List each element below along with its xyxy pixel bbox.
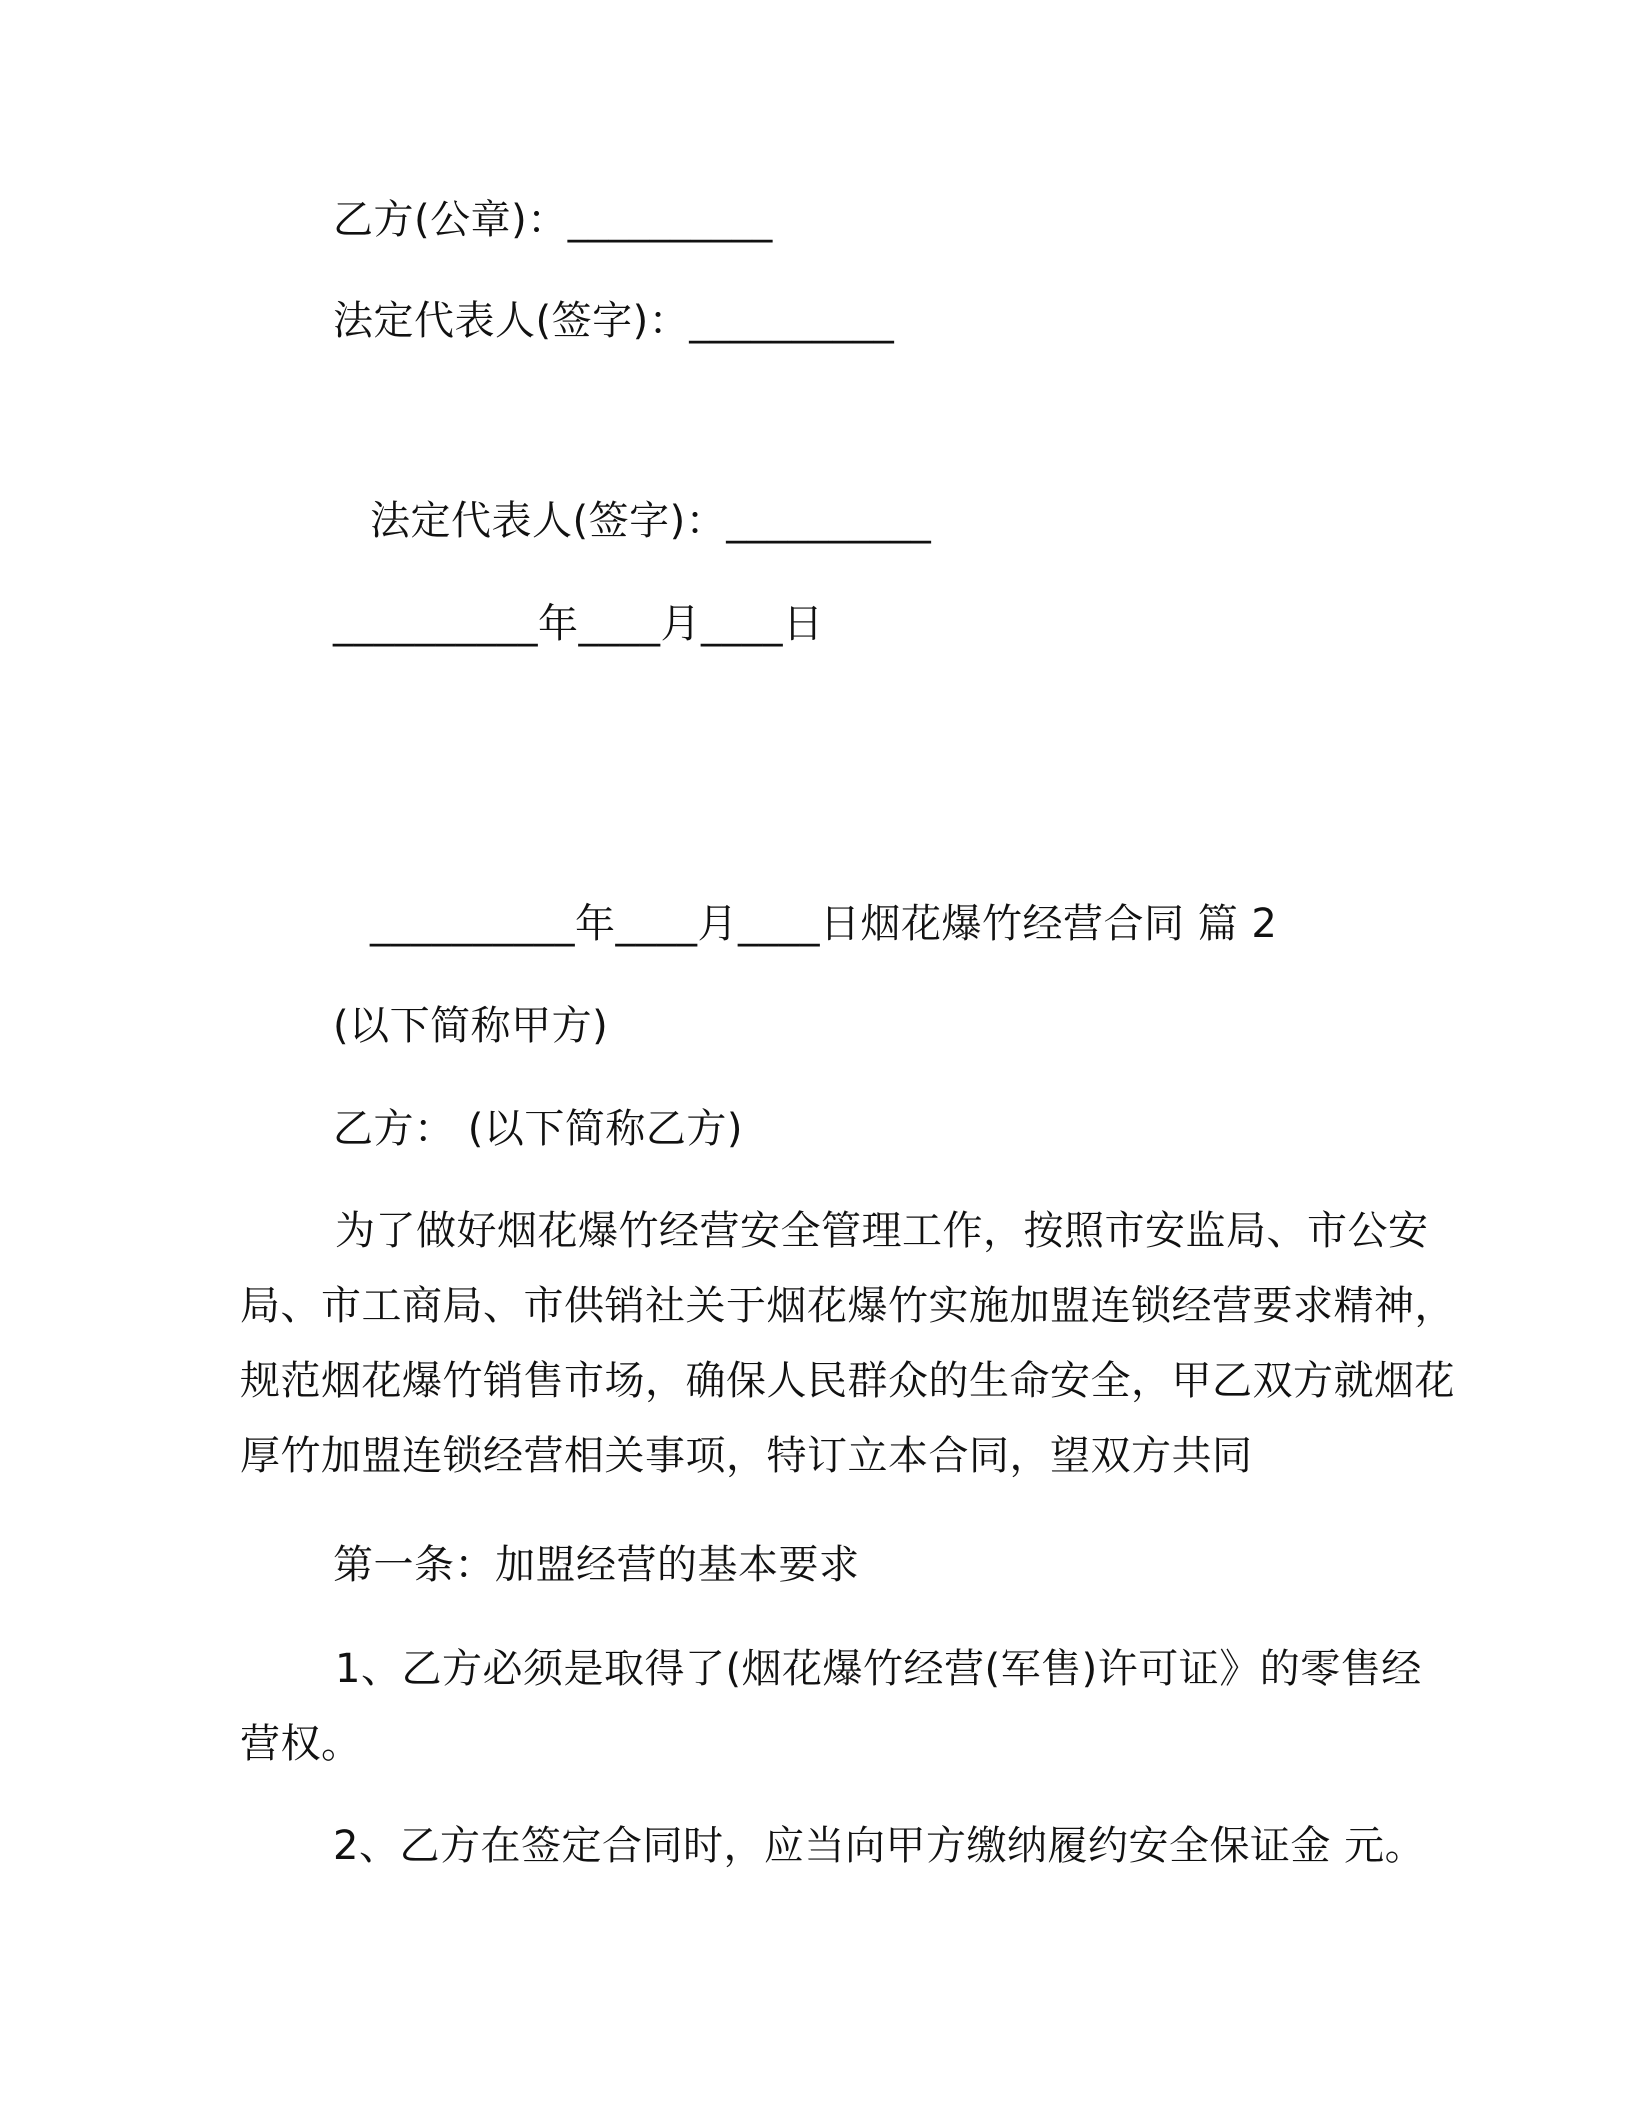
intro-paragraph-block bbox=[240, 1194, 1460, 1494]
item-1: 1、乙方必须是取得了(烟花爆竹经营(军售)许可证》的零售经营权。 bbox=[240, 1646, 1422, 1767]
party-b-note: 乙方： (以下简称乙方) bbox=[333, 1106, 743, 1152]
legal-representative-line-1: 法定代表人(签字)：__________ bbox=[333, 298, 895, 344]
item-1-block bbox=[240, 1632, 1460, 1782]
intro-paragraph: 为了做好烟花爆竹经营安全管理工作，按照市安监局、市公安局、市工商局、市供销社关于烟花爆竹实施加盟连锁经营要求精神，规范烟花爆竹销售市场，确保人民群众的生命安全，甲乙双方就烟花厚竹加盟连锁经营相关事项，特订立本合同，望双方共同 bbox=[240, 1208, 1455, 1479]
party-a-note: (以下简称甲方) bbox=[333, 1003, 609, 1049]
party-b-seal-line: 乙方(公章)：__________ bbox=[333, 197, 773, 243]
contract-title: __________年____月____日烟花爆竹经营合同 篇 2 bbox=[370, 901, 1278, 947]
date-line: __________年____月____日 bbox=[333, 601, 824, 647]
item-2: 2、乙方在签定合同时，应当向甲方缴纳履约安全保证金 元。 bbox=[333, 1823, 1426, 1869]
legal-representative-line-2: 法定代表人(签字)：__________ bbox=[370, 498, 932, 544]
article-1-heading: 第一条：加盟经营的基本要求 bbox=[333, 1542, 860, 1588]
